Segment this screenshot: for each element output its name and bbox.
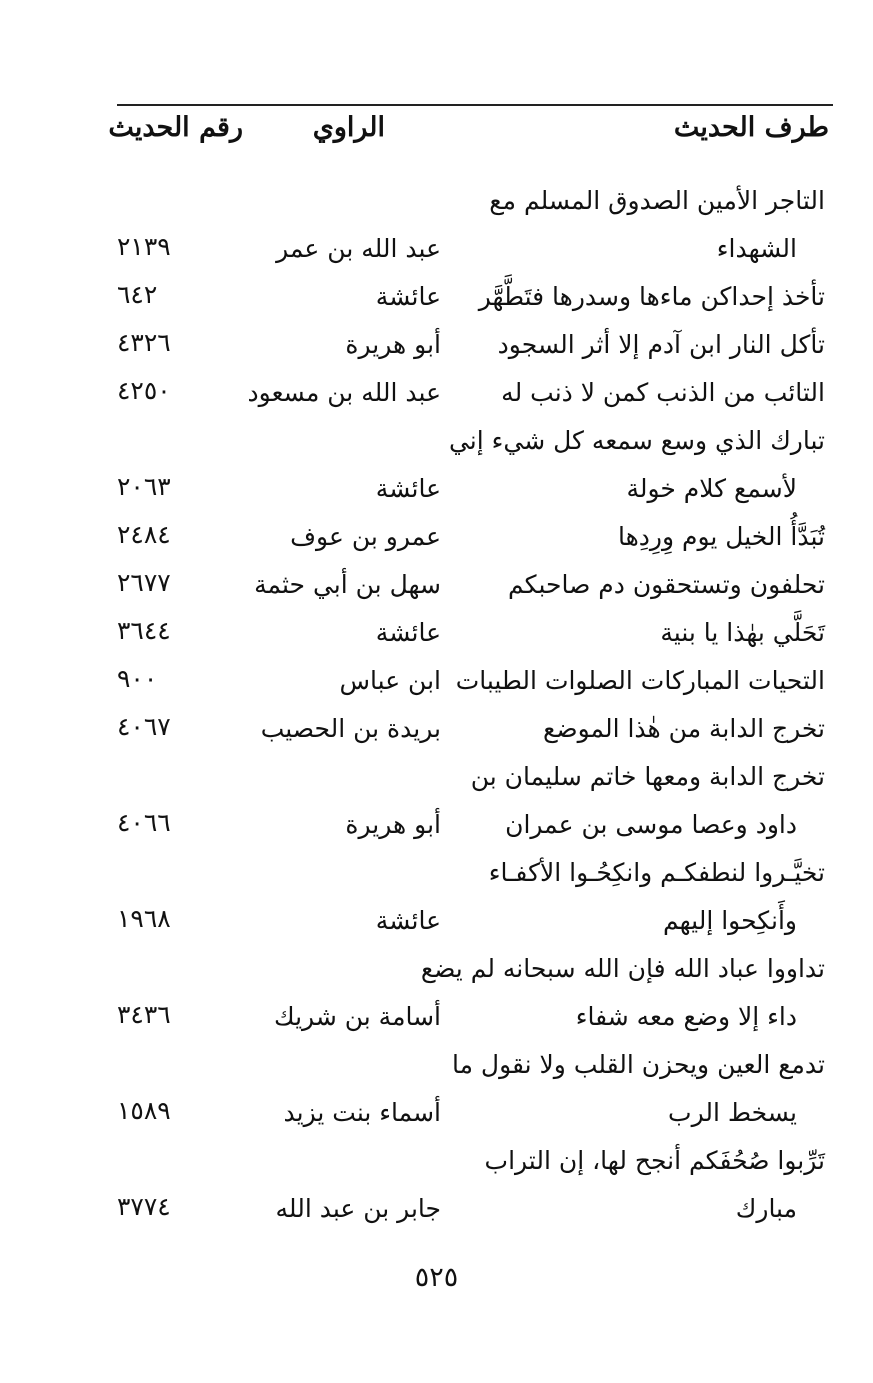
hadith-phrase: تأكل النار ابن آدم إلا أثر السجود: [497, 330, 825, 359]
hadith-number: ٣٧٧٤: [117, 1192, 171, 1221]
table-row: [117, 566, 833, 614]
table-row: [117, 1046, 833, 1142]
narrator: عبد الله بن مسعود: [247, 378, 441, 407]
hadith-phrase: وأَنكِحوا إليهم: [663, 906, 797, 935]
hadith-phrase: تبارك الذي وسع سمعه كل شيء إني: [448, 426, 825, 455]
hadith-number: ١٥٨٩: [117, 1096, 171, 1125]
hadith-phrase: مبارك: [735, 1194, 797, 1223]
table-row: [117, 710, 833, 758]
narrator: جابر بن عبد الله: [275, 1194, 441, 1223]
table-row: [117, 662, 833, 710]
narrator: عائشة: [375, 474, 441, 503]
hadith-phrase: تخرج الدابة من هٰذا الموضع: [543, 714, 825, 743]
row-line: [117, 902, 833, 950]
row-line: [117, 182, 833, 230]
narrator: عائشة: [375, 906, 441, 935]
narrator: سهل بن أبي حثمة: [254, 570, 441, 599]
hadith-phrase: داء إلا وضع معه شفاء: [575, 1002, 797, 1031]
row-line: [117, 806, 833, 854]
narrator: أبو هريرة: [345, 810, 441, 839]
hadith-number: ٣٦٤٤: [117, 616, 171, 645]
narrator: عبد الله بن عمر: [276, 234, 441, 263]
table-row: [117, 422, 833, 518]
hadith-number: ٤٠٦٧: [117, 712, 171, 741]
hadith-number: ٣٤٣٦: [117, 1000, 171, 1029]
row-line: [117, 1142, 833, 1190]
hadith-phrase: التاجر الأمين الصدوق المسلم مع: [489, 186, 825, 215]
hadith-index-list: [117, 182, 833, 1238]
table-row: [117, 374, 833, 422]
page-number: ٥٢٥: [414, 1262, 459, 1293]
hadith-number: ٤٠٦٦: [117, 808, 171, 837]
hadith-phrase: الشهداء: [716, 234, 797, 263]
table-row: [117, 614, 833, 662]
row-line: [117, 950, 833, 998]
header-number: رقم الحديث: [108, 112, 243, 143]
hadith-phrase: تحلفون وتستحقون دم صاحبكم: [508, 570, 825, 599]
hadith-phrase: داود وعصا موسى بن عمران: [505, 810, 797, 839]
narrator: عمرو بن عوف: [290, 522, 441, 551]
table-row: [117, 758, 833, 854]
row-line: [117, 566, 833, 614]
hadith-number: ٩٠٠: [117, 664, 158, 693]
hadith-number: ٤٢٥٠: [117, 376, 171, 405]
hadith-phrase: التائب من الذنب كمن لا ذنب له: [501, 378, 825, 407]
row-line: [117, 758, 833, 806]
row-line: [117, 1094, 833, 1142]
row-line: [117, 710, 833, 758]
row-line: [117, 374, 833, 422]
hadith-number: ٦٤٢: [117, 280, 158, 309]
hadith-phrase: تَرِّبوا صُحُفَكم أنجح لها، إن التراب: [484, 1146, 825, 1175]
hadith-number: ٤٣٢٦: [117, 328, 171, 357]
hadith-phrase: لأسمع كلام خولة: [626, 474, 797, 503]
hadith-number: ٢١٣٩: [117, 232, 171, 261]
table-row: [117, 182, 833, 278]
hadith-phrase: التحيات المباركات الصلوات الطيبات: [455, 666, 825, 695]
row-line: [117, 614, 833, 662]
row-line: [117, 278, 833, 326]
hadith-number: ٢٤٨٤: [117, 520, 171, 549]
hadith-number: ٢٠٦٣: [117, 472, 171, 501]
hadith-phrase: تُبَدَّأُ الخيل يوم وِرِدِها: [617, 522, 825, 551]
table-row: [117, 326, 833, 374]
narrator: أبو هريرة: [345, 330, 441, 359]
table-row: [117, 518, 833, 566]
row-line: [117, 470, 833, 518]
hadith-phrase: تخيَّـروا لنطفكـم وانكِحُـوا الأكفـاء: [488, 858, 825, 887]
hadith-phrase: تخرج الدابة ومعها خاتم سليمان بن: [470, 762, 825, 791]
table-row: [117, 854, 833, 950]
narrator: عائشة: [375, 282, 441, 311]
hadith-number: ٢٦٧٧: [117, 568, 171, 597]
row-line: [117, 422, 833, 470]
header-rule: [117, 104, 833, 106]
hadith-phrase: يسخط الرب: [668, 1098, 797, 1127]
narrator: عائشة: [375, 618, 441, 647]
narrator: أسماء بنت يزيد: [283, 1098, 441, 1127]
table-header: [108, 112, 833, 162]
hadith-number: ١٩٦٨: [117, 904, 171, 933]
header-phrase: طرف الحديث: [673, 112, 829, 143]
narrator: أسامة بن شريك: [274, 1002, 441, 1031]
header-narrator: الراوي: [312, 112, 385, 143]
row-line: [117, 518, 833, 566]
narrator: ابن عباس: [339, 666, 441, 695]
hadith-phrase: تأخذ إحداكن ماءها وسدرها فتَطَّهَّر: [478, 282, 825, 311]
narrator: بريدة بن الحصيب: [260, 714, 441, 743]
hadith-phrase: تَحَلَّي بهٰذا يا بنية: [660, 618, 825, 647]
row-line: [117, 326, 833, 374]
row-line: [117, 998, 833, 1046]
row-line: [117, 662, 833, 710]
row-line: [117, 854, 833, 902]
hadith-phrase: تدمع العين ويحزن القلب ولا نقول ما: [451, 1050, 825, 1079]
table-row: [117, 950, 833, 1046]
row-line: [117, 1046, 833, 1094]
table-row: [117, 1142, 833, 1238]
hadith-phrase: تداووا عباد الله فإن الله سبحانه لم يضع: [420, 954, 825, 983]
row-line: [117, 1190, 833, 1238]
table-row: [117, 278, 833, 326]
row-line: [117, 230, 833, 278]
